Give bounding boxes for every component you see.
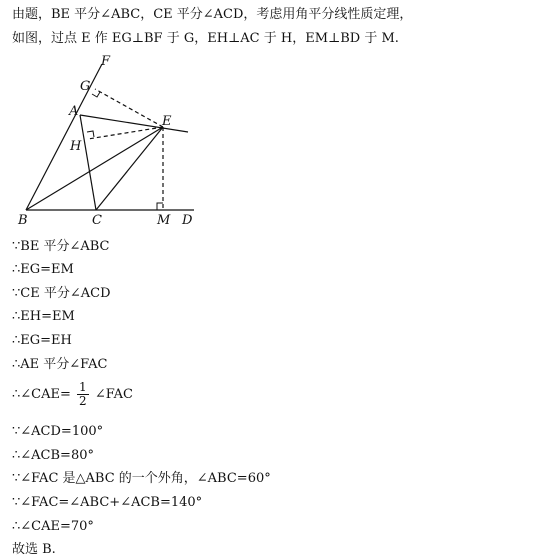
- label-h: H: [70, 139, 82, 154]
- line-ae: [80, 115, 188, 132]
- intro-line-1: 由题，BE 平分∠ABC，CE 平分∠ACD，考虑用角平分线性质定理，: [12, 7, 413, 22]
- step-5: ∴EG=EH: [12, 333, 72, 348]
- right-angle-h: [87, 131, 94, 137]
- step-10: ∵∠FAC 是△ABC 的一个外角，∠ABC=60°: [12, 471, 271, 486]
- intro-line-2: 如图，过点 E 作 EG⊥BF 于 G，EH⊥AC 于 H，EM⊥BD 于 M.: [12, 31, 399, 46]
- label-m: M: [157, 213, 171, 228]
- dashed-eg: [95, 89, 163, 127]
- step-8: ∵∠ACD=100°: [12, 424, 104, 439]
- dashed-eh: [88, 127, 163, 139]
- step-7-prefix: ∴∠CAE=: [12, 387, 71, 402]
- label-g: G: [80, 79, 91, 94]
- fraction-one-half: [77, 381, 89, 408]
- step-3: ∵CE 平分∠ACD: [12, 286, 111, 301]
- geometry-figure: [12, 52, 212, 232]
- step-2: ∴EG=EM: [12, 262, 74, 277]
- step-7: [12, 381, 133, 408]
- right-angle-m: [157, 203, 163, 210]
- step-7-suffix: ∠FAC: [94, 387, 133, 402]
- step-9: ∴∠ACB=80°: [12, 448, 94, 463]
- line-ce: [96, 127, 163, 210]
- step-1: ∵BE 平分∠ABC: [12, 239, 110, 254]
- step-12: ∴∠CAE=70°: [12, 519, 94, 534]
- label-b: B: [18, 213, 28, 228]
- line-bf: [26, 64, 102, 210]
- step-4: ∴EH=EM: [12, 309, 75, 324]
- step-11: ∵∠FAC=∠ABC+∠ACB=140°: [12, 495, 203, 510]
- label-e: E: [162, 114, 172, 129]
- label-a: A: [69, 104, 79, 119]
- right-angle-g: [92, 92, 100, 97]
- step-13: 故选 B.: [12, 542, 56, 557]
- label-d: D: [182, 213, 193, 228]
- line-ac: [80, 115, 96, 210]
- step-6: ∴AE 平分∠FAC: [12, 357, 108, 372]
- label-c: C: [92, 213, 102, 228]
- fraction-numerator: 1: [79, 380, 87, 394]
- fraction-denominator: 2: [79, 394, 87, 408]
- label-f: F: [101, 54, 111, 69]
